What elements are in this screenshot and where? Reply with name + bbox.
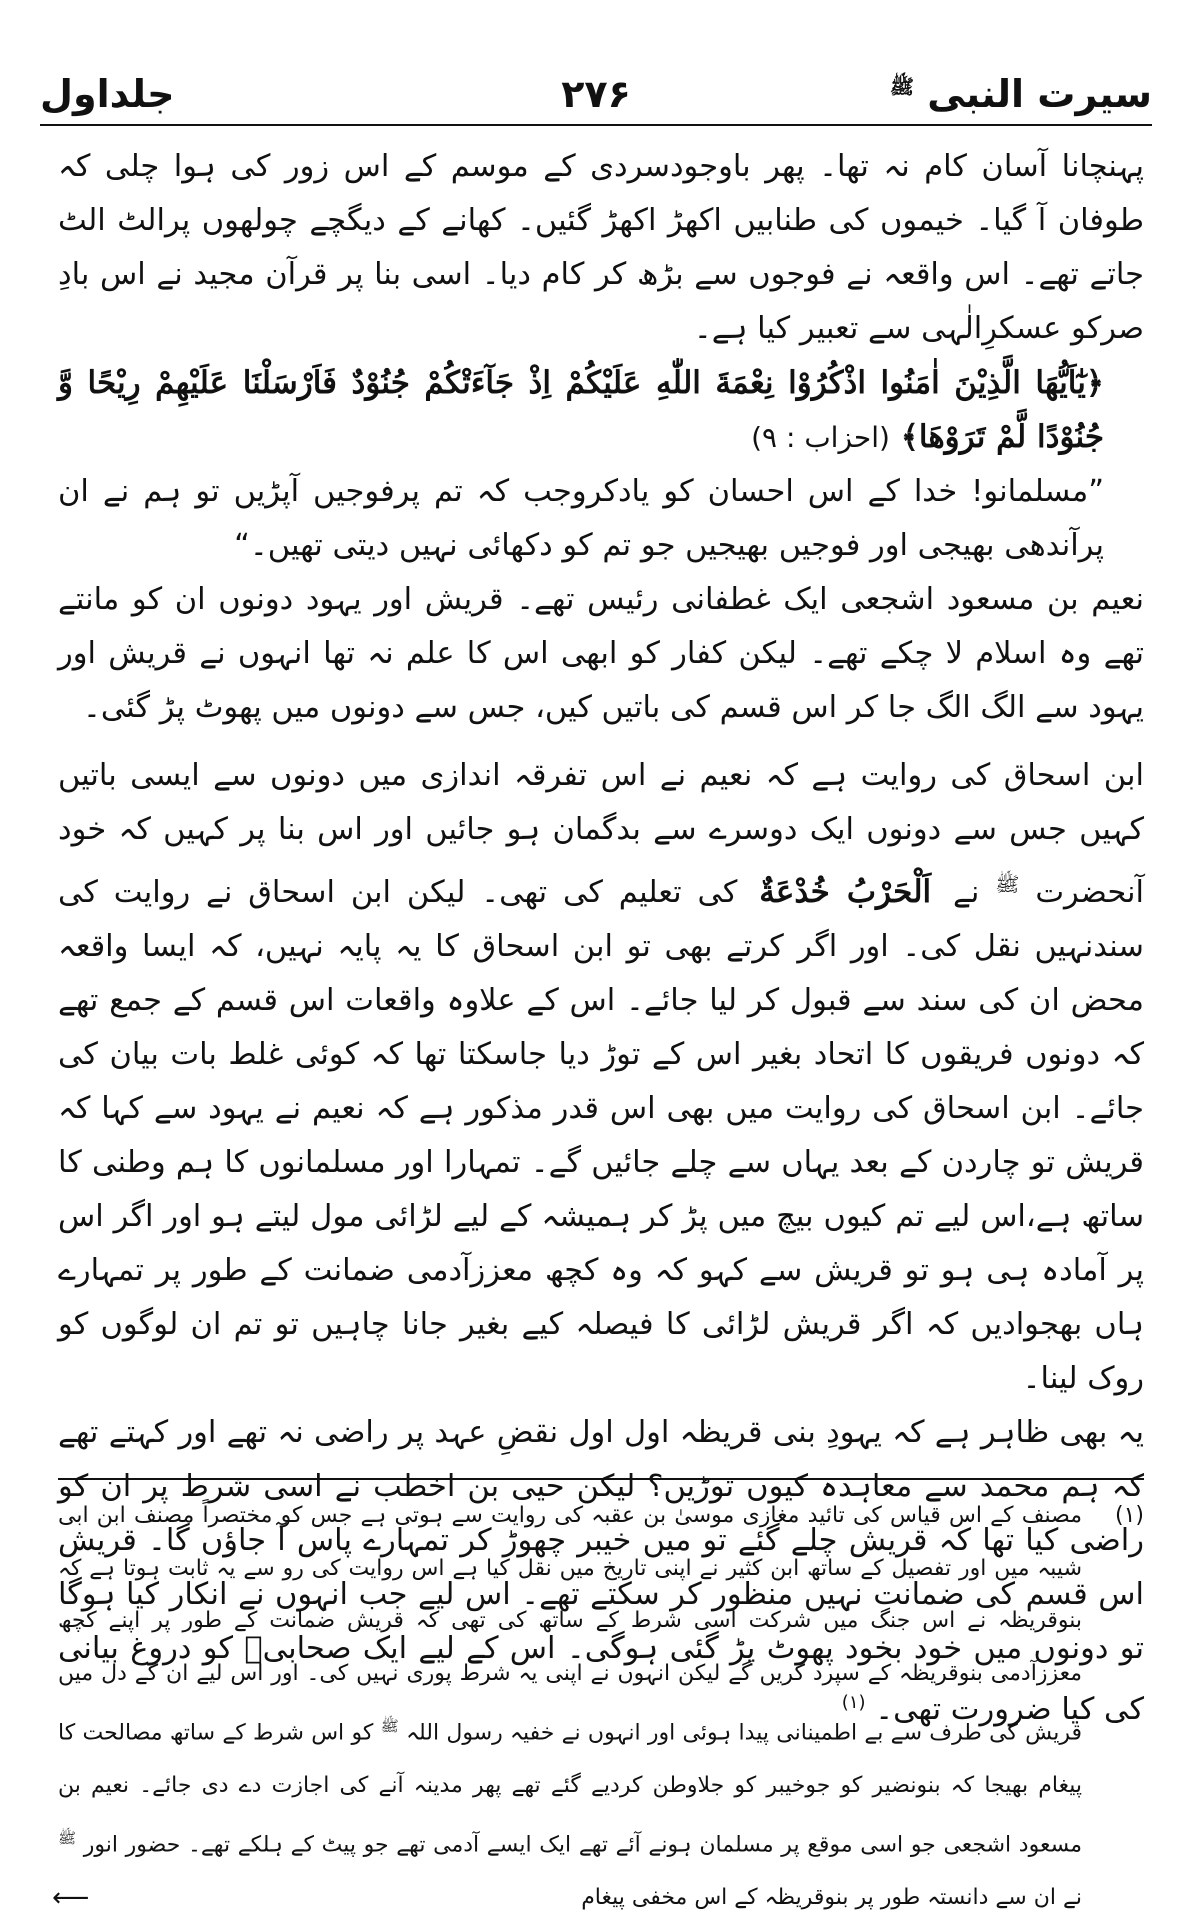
page-number: ۲۷۶ — [561, 72, 631, 116]
header-divider — [40, 124, 1152, 126]
footnote-reference[interactable]: (۱) — [841, 1692, 866, 1714]
verse-translation: ”مسلمانو! خدا کے اس احسان کو یادکروجب کہ تم پرفوجیں آپڑیں تو ہم نے ان پرآندھی بھیجی اور فوجیں بھیجیں جو تم کو دکھائی نہیں دیتی تھیں۔“ — [58, 474, 1104, 563]
p3-part-b: نے — [953, 875, 980, 911]
p4-text: یہ بھی ظاہر ہے کہ یہودِ بنی قریظہ اول اول نقضِ عہد پر راضی نہ تھے اور کہتے تھے کہ ہم محمد سے معاہدہ کیوں توڑیں؟ لیکن حیی بن اخطب نے اسی شرط پر ان کو راضی کیا تھا کہ قریش چلے گئے تو میں خیبر چھوڑ کر تمہارے پاس آ جاؤں گا۔ قریش اس قسم کی ضمانت نہیں منظور کر سکتے تھے۔ اس لیے جب انہوں نے انکار کیا ہوگا تو دونوں میں خود بخود پھوٹ پڑ گئی ہوگی۔ اس کے لیے ایک صحابیؓ کو دروغ بیانی کی کیا ضرورت تھی۔ — [58, 1415, 1144, 1728]
ayah-text: ﴿يٰٓاَيُّهَا الَّذِيْنَ اٰمَنُوا اذْكُرُوْا نِعْمَةَ اللّٰهِ عَلَيْكُمْ اِذْ جَآءَتْكُمْ جُنُوْدٌ فَاَرْسَلْنَا عَلَيْهِمْ رِيْحًا وَّ جُنُوْدًا لَّمْ تَرَوْهَا﴾ — [58, 365, 1104, 455]
paragraph-3 — [58, 749, 1144, 1406]
honorific: ﷺ — [889, 74, 915, 99]
paragraph-2: نعیم بن مسعود اشجعی ایک غطفانی رئیس تھے۔ قریش اور یہود دونوں ان کو مانتے تھے وہ اسلام لا چکے تھے۔ لیکن کفار کو ابھی اس کا علم نہ تھا انہوں نے قریش اور یہود سے الگ الگ جا کر اس قسم کی باتیں کیں، جس سے دونوں میں پھوٹ پڑ گئی۔ — [58, 582, 1144, 725]
footnote-part-a: مصنف کے اس قیاس کی تائید مغازی موسیٰ بن عقبہ کی روایت سے ہوتی ہے جس کو مختصراً مصنف ابن ابی شیبہ میں اور تفصیل کے ساتھ ابن کثیر نے اپنی تاریخ میں نقل کیا ہے اس روایت کی رو سے یہ ثابت ہوتا ہے کہ بنوقریظہ نے اس جنگ میں شرکت اسی شرط کے ساتھ کی تھی کہ قریش ضمانت کے طور پر اپنے کچھ معززآدمی بنوقریظہ کے سپرد کریں گے لیکن انہوں نے اپنی یہ شرط پوری نہیں کی۔ اور اس لیے ان کے دل میں قریش کی طرف سے بے اطمینانی پیدا ہوئی اور انہوں نے خفیہ رسول اللہ — [58, 1503, 1083, 1746]
volume-label: جلداول — [40, 72, 175, 116]
p3-part-a: ابن اسحاق کی روایت ہے کہ نعیم نے اس تفرقہ اندازی میں دونوں سے ایسی باتیں کہیں جس سے دونوں ایک دوسرے سے بدگمان ہو جائیں اور اس بنا پر کہیں کہ خود آنحضرت — [58, 758, 1144, 911]
continue-arrow-icon: ⟵ — [52, 1883, 90, 1914]
footnote-part-c: نے ان سے دانستہ طور پر بنوقریظہ کے اس مخفی پیغام — [581, 1885, 1082, 1911]
honorific: ﷺ — [58, 1829, 77, 1848]
quranic-verse — [58, 356, 1144, 465]
footnote-divider — [58, 1478, 1144, 1480]
arabic-phrase: اَلْحَرْبُ خُدْعَةٌ — [759, 874, 932, 911]
footnote-number: (۱) — [1114, 1503, 1144, 1528]
honorific: ﷺ — [380, 1717, 399, 1735]
ayah-reference: (احزاب : ۹) — [751, 421, 890, 454]
footnote-text — [52, 1490, 1083, 1925]
honorific: ﷺ — [995, 872, 1020, 896]
page-header — [40, 72, 1152, 120]
book-title: سیرت النبی — [927, 72, 1152, 116]
footnote-section — [52, 1490, 1144, 1925]
p3-part-c: کی تعلیم کی تھی۔ لیکن ابن اسحاق نے روایت کی سندنہیں نقل کی۔ اور اگر کرتے بھی تو ابن اسحاق کا یہ پایہ نہیں، کہ ایسا واقعہ محض ان کی سند سے قبول کر لیا جائے۔ اس کے علاوہ واقعات اس قسم کے جمع تھے کہ دونوں فریقوں کا اتحاد بغیر اس کے توڑ دیا جاسکتا تھا کہ کوئی غلط بات بیان کی جائے۔ ابن اسحاق کی روایت میں بھی اس قدر مذکور ہے کہ نعیم نے یہود سے کہا کہ قریش تو چاردن کے بعد یہاں سے چلے جائیں گے۔ تمہارا اور مسلمانوں کا ہم وطنی کا ساتھ ہے،اس لیے تم کیوں بیچ میں پڑ کر ہمیشہ کے لیے لڑائی مول لیتے ہو اور اگر اس پر آمادہ ہی ہو تو قریش سے کہو کہ وہ کچھ معززآدمی ضمانت کے طور پر تمہارے ہاں بھجوادیں کہ اگر قریش لڑائی کا فیصلہ کیے بغیر جانا چاہیں تو تم ان لوگوں کو روک لینا۔ — [58, 875, 1144, 1397]
paragraph-1: پہنچانا آسان کام نہ تھا۔ پھر باوجودسردی کے موسم کے اس زور کی ہوا چلی کہ طوفان آ گیا۔ خیموں کی طنابیں اکھڑ اکھڑ گئیں۔ کھانے کے دیگچے چولھوں پرالٹ الٹ جاتے تھے۔ اس واقعہ نے فوجوں سے بڑھ کر کام دیا۔ اسی بنا پر قرآن مجید نے اس بادِ صرکو عسکرِالٰہی سے تعبیر کیا ہے۔ — [58, 149, 1144, 346]
footnote-part-b: کو اس شرط کے ساتھ مصالحت کا پیغام بھیجا کہ بنونضیر کو جوخیبر کو جلاوطن کردیے گئے تھے پھر مدینہ آنے کی اجازت دے دی جائے۔ نعیم بن مسعود اشجعی جو اسی موقع پر مسلمان ہونے آئے تھے ایک ایسے آدمی تھے جو پیٹ کے ہلکے تھے۔ حضور انور — [58, 1720, 1082, 1858]
